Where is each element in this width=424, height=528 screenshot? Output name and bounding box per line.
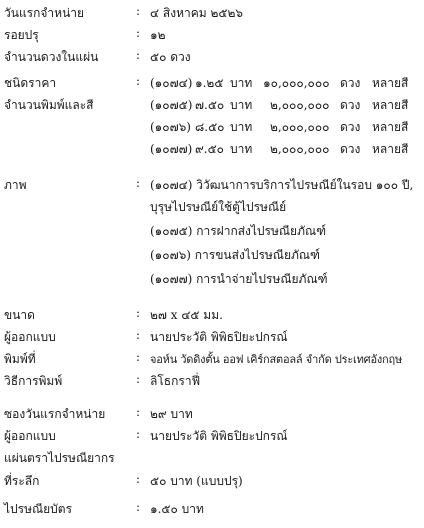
- colon: :: [136, 306, 141, 320]
- denomination-code: (๑๐๗๗): [150, 142, 193, 156]
- denomination-quantity-unit: ดวง: [340, 142, 361, 156]
- postcard-value: ๑.๕๐ บาท: [150, 502, 204, 516]
- size-label: ขนาด: [4, 308, 35, 322]
- perforation-value: ๑๒: [150, 28, 166, 42]
- picture-line: (๑๐๗๔) วิวัฒนาการบริการไปรษณีย์ในรอบ ๑๐๐ ปี,: [150, 178, 414, 192]
- denomination-color: หลายสี: [372, 120, 409, 134]
- denomination-code: (๑๐๗๔): [150, 76, 193, 90]
- issue-date-value: ๔ สิงหาคม ๒๕๒๖: [150, 6, 243, 20]
- colon: :: [136, 372, 141, 386]
- size-value: ๒๗ x ๔๕ มม.: [150, 308, 223, 322]
- colon: :: [136, 74, 141, 88]
- stamps-per-sheet-value: ๕๐ ดวง: [150, 50, 191, 64]
- denomination-color: หลายสี: [372, 98, 409, 112]
- stamps-per-sheet-label: จำนวนดวงในแผ่น: [4, 50, 99, 64]
- denomination-quantity: ๒,๐๐๐,๐๐๐: [270, 98, 330, 112]
- denomination-quantity-unit: ดวง: [340, 76, 361, 90]
- colon: :: [136, 405, 141, 419]
- colon: :: [136, 328, 141, 342]
- colon: :: [136, 4, 141, 18]
- quantity-color-label: จำนวนพิมพ์และสี: [4, 98, 94, 112]
- designer-label: ผู้ออกแบบ: [4, 330, 56, 344]
- denomination-price: ๙.๕๐: [195, 142, 225, 156]
- denomination-quantity-unit: ดวง: [340, 98, 361, 112]
- denomination-quantity-unit: ดวง: [340, 120, 361, 134]
- designer-value: นายประวัติ พิพิธปิยะปกรณ์: [150, 330, 288, 344]
- colon: :: [136, 427, 141, 441]
- postcard-label: ไปรษณียบัตร: [4, 502, 73, 516]
- fdc-envelope-value: ๒๙ บาท: [150, 407, 193, 421]
- denomination-unit: บาท: [230, 120, 253, 134]
- printing-method-label: วิธีการพิมพ์: [4, 374, 63, 388]
- colon: :: [136, 26, 141, 40]
- denomination-quantity: ๑๐,๐๐๐,๐๐๐: [263, 76, 330, 90]
- denomination-unit: บาท: [230, 76, 253, 90]
- denomination-unit: บาท: [230, 142, 253, 156]
- souvenir-sheet-value: ๕๐ บาท (แบบปรุ): [150, 474, 243, 488]
- colon: :: [136, 48, 141, 62]
- denomination-unit: บาท: [230, 98, 253, 112]
- issue-date-label: วันแรกจำหน่าย: [4, 6, 85, 20]
- picture-line: (๑๐๗๕) การฝากส่งไปรษณียภัณฑ์: [150, 224, 327, 238]
- printer-label: พิมพ์ที่: [4, 352, 36, 366]
- denomination-price: ๘.๕๐: [195, 120, 225, 134]
- denomination-quantity: ๒,๐๐๐,๐๐๐: [270, 142, 330, 156]
- colon: :: [136, 472, 141, 486]
- picture-line: บุรุษไปรษณีย์ใช้ตู้ไปรษณีย์: [150, 200, 287, 214]
- perforation-label: รอยปรุ: [4, 28, 39, 42]
- denomination-price: ๑.๒๕: [195, 76, 224, 90]
- denomination-color: หลายสี: [372, 76, 409, 90]
- denomination-quantity: ๒,๐๐๐,๐๐๐: [270, 120, 330, 134]
- fdc-designer-value: นายประวัติ พิพิธปิยะปกรณ์: [150, 429, 288, 443]
- fdc-envelope-label: ซองวันแรกจำหน่าย: [4, 407, 106, 421]
- colon: :: [136, 176, 141, 190]
- fdc-designer-label: ผู้ออกแบบ: [4, 429, 56, 443]
- printer-value: จอห์น วัดดิงตั้น ออฟ เคิร์กสตอลล์ จำกัด ประเทศอังกฤษ: [150, 353, 403, 366]
- picture-label: ภาพ: [4, 178, 27, 192]
- picture-line: (๑๐๗๖) การขนส่งไปรษณียภัณฑ์: [150, 248, 320, 262]
- souvenir-sheet-label: แผ่นตราไปรษณียากร: [4, 451, 115, 465]
- souvenir-sheet-label-2: ที่ระลึก: [4, 474, 40, 488]
- colon: :: [136, 500, 141, 514]
- colon: :: [136, 350, 141, 364]
- denominations-label: ชนิดราคา: [4, 76, 57, 90]
- denomination-code: (๑๐๗๖): [150, 120, 191, 134]
- denomination-code: (๑๐๗๕): [150, 98, 193, 112]
- printing-method-value: ลิโธกราฟี่: [150, 374, 201, 388]
- denomination-color: หลายสี: [372, 142, 409, 156]
- denomination-price: ๗.๕๐: [195, 98, 225, 112]
- picture-line: (๑๐๗๗) การนำจ่ายไปรษณียภัณฑ์: [150, 272, 328, 286]
